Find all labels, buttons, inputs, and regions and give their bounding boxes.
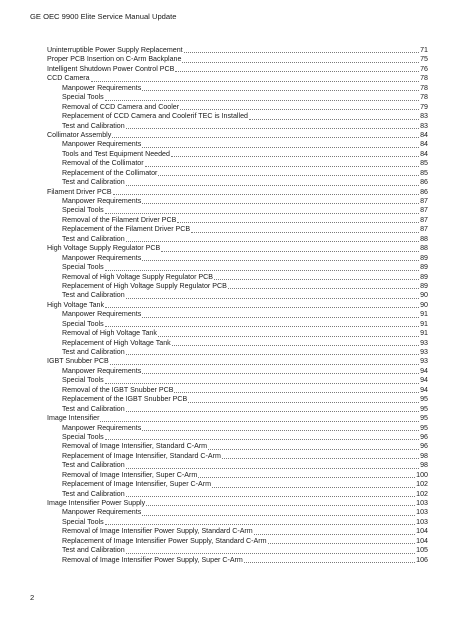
toc-subentry[interactable] [47,518,428,527]
toc-entry-page: 93 [420,348,428,356]
toc-entry-title: Collimator Assembly [47,130,112,139]
toc-subentry[interactable] [47,178,428,187]
toc-subentry[interactable] [47,452,428,461]
toc-entry-page: 84 [420,140,428,149]
toc-entry-title: Manpower Requirements [62,140,142,149]
toc-subentry[interactable] [47,480,428,489]
toc-subentry[interactable] [47,150,428,159]
toc-leader-dots [105,523,415,525]
toc-entry-page: 102 [416,489,428,498]
toc-entry-page: 91 [420,329,428,338]
toc-entry-page: 85 [420,159,428,168]
toc-entry-title: Intelligent Shutdown Power Control PCB [47,64,175,73]
toc-entry-title: Image Intensifier [47,414,100,423]
toc-subentry[interactable] [47,395,428,404]
toc-subentry[interactable] [47,490,428,499]
toc-entry-title: Removal of the IGBT Snubber PCB [62,385,174,394]
toc-entry-page: 91 [420,310,428,319]
toc-entry-page: 98 [420,451,428,460]
toc-entry-page: 89 [420,272,428,281]
toc-entry-title: Replacement of Image Intensifier, Super C-Arm [62,480,212,489]
toc-leader-dots [142,89,419,91]
toc-entry-title: Test and Calibration [62,461,125,470]
toc-leader-dots [142,429,419,431]
toc-subentry[interactable] [47,273,428,282]
toc-subentry[interactable] [47,433,428,442]
toc-entry-page: 71 [420,46,428,54]
toc-entry-page: 95 [420,414,428,423]
toc-leader-dots [142,372,419,374]
toc-subentry[interactable] [47,461,428,470]
toc-leader-dots [145,165,419,167]
toc-entry-title: Replacement of CCD Camera and Coolerif TEC is Installed [62,112,248,121]
toc-entry[interactable] [47,244,428,253]
toc-entry-page: 86 [420,178,428,187]
toc-entry-page: 85 [420,168,428,177]
toc-leader-dots [184,51,419,53]
toc-subentry[interactable] [47,84,428,93]
toc-leader-dots [126,297,419,299]
toc-leader-dots [188,401,419,403]
toc-entry-title: Special Tools [62,93,104,102]
toc-entry-title: Special Tools [62,319,104,328]
toc-entry[interactable] [47,74,428,83]
toc-entry[interactable] [47,301,428,310]
toc-entry-title: Removal of Image Intensifier, Standard C-Arm [62,442,208,451]
toc-entry-title: Special Tools [62,517,104,526]
toc-subentry[interactable] [47,263,428,272]
toc-entry[interactable] [47,65,428,74]
toc-entry-title: Manpower Requirements [62,310,142,319]
toc-entry-page: 106 [416,555,428,564]
toc-entry-title: Test and Calibration [62,404,125,413]
toc-entry-title: Test and Calibration [62,121,125,130]
toc-entry-page: 103 [416,499,428,507]
toc-leader-dots [113,193,419,195]
toc-entry-title: Manpower Requirements [62,83,142,92]
toc-leader-dots [172,344,419,346]
toc-entry-title: Removal of Image Intensifier Power Supply, Standard C-Arm [62,527,253,536]
toc-entry[interactable] [47,46,428,55]
toc-entry-title: Replacement of the Collimator [62,168,158,177]
toc-subentry[interactable] [47,122,428,131]
toc-leader-dots [100,420,419,422]
toc-subentry[interactable] [47,367,428,376]
toc-entry-title: Tools and Test Equipment Needed [62,149,170,158]
toc-entry-page: 78 [420,74,428,83]
toc-subentry[interactable] [47,310,428,319]
toc-entry[interactable] [47,55,428,64]
toc-entry-page: 90 [420,291,428,300]
toc-subentry[interactable] [47,291,428,300]
toc-entry-title: Test and Calibration [62,489,125,498]
toc-leader-dots [105,438,419,440]
toc-entry-title: Removal of High Voltage Tank [62,329,157,338]
toc-leader-dots [180,108,419,110]
toc-entry-page: 78 [420,83,428,92]
toc-entry[interactable] [47,188,428,197]
toc-entry-title: High Voltage Supply Regulator PCB [47,244,161,253]
toc-entry-page: 95 [420,404,428,413]
toc-leader-dots [126,410,419,412]
toc-entry-page: 86 [420,187,428,196]
toc-leader-dots [254,533,415,535]
toc-subentry[interactable] [47,442,428,451]
toc-entry-title: Test and Calibration [62,234,125,243]
toc-leader-dots [142,202,419,204]
toc-entry-title: Replacement of the Filament Driver PCB [62,225,191,234]
toc-entry-title: Image Intensifier Power Supply [47,499,146,507]
toc-leader-dots [126,467,419,469]
toc-leader-dots [212,486,415,488]
toc-entry-page: 102 [416,480,428,489]
toc-entry-page: 95 [420,423,428,432]
toc-subentry[interactable] [47,216,428,225]
toc-entry-page: 96 [420,442,428,451]
toc-leader-dots [105,382,419,384]
toc-leader-dots [126,552,415,554]
toc-leader-dots [191,231,419,233]
toc-subentry[interactable] [47,169,428,178]
toc-entry-title: Filament Driver PCB [47,187,112,196]
toc-subentry[interactable] [47,537,428,546]
toc-leader-dots [126,240,419,242]
toc-entry-page: 94 [420,376,428,385]
toc-entry-page: 88 [420,234,428,243]
toc-entry-title: Manpower Requirements [62,197,142,205]
toc-entry-page: 89 [420,263,428,272]
toc-entry-page: 104 [416,536,428,545]
toc-leader-dots [126,184,419,186]
toc-entry-page: 90 [420,300,428,309]
toc-entry-page: 98 [420,461,428,470]
toc-entry-title: Removal of High Voltage Supply Regulator PCB [62,272,214,281]
toc-entry-title: Removal of CCD Camera and Cooler [62,102,180,111]
toc-entry-title: Manpower Requirements [62,423,142,432]
toc-leader-dots [174,391,419,393]
toc-entry-page: 93 [420,357,428,366]
toc-subentry[interactable] [47,546,428,555]
toc-entry-page: 100 [416,470,428,479]
toc-entry-title: Removal of the Filament Driver PCB [62,215,177,224]
toc-entry-page: 88 [420,244,428,253]
toc-entry-title: Test and Calibration [62,291,125,300]
toc-leader-dots [105,306,419,308]
toc-entry-page: 93 [420,338,428,347]
toc-subentry[interactable] [47,235,428,244]
toc-subentry[interactable] [47,103,428,112]
toc-leader-dots [126,127,419,129]
toc-entry-title: Test and Calibration [62,178,125,187]
toc-leader-dots [222,457,419,459]
toc-entry-page: 94 [420,366,428,375]
toc-entry-title: Special Tools [62,263,104,272]
toc-entry-page: 84 [420,130,428,139]
toc-entry-title: Test and Calibration [62,546,125,555]
toc-leader-dots [142,514,415,516]
toc-entry-title: Removal of the Collimator [62,159,144,168]
toc-entry-page: 95 [420,395,428,404]
toc-entry-page: 89 [420,281,428,290]
toc-entry-title: Manpower Requirements [62,508,142,517]
toc-leader-dots [142,146,419,148]
toc-entry-title: Special Tools [62,206,104,215]
toc-leader-dots [112,136,419,138]
page-number: 2 [30,593,35,602]
toc-leader-dots [198,476,415,478]
toc-entry-title: Special Tools [62,376,104,385]
toc-leader-dots [268,542,416,544]
toc-entry-page: 78 [420,93,428,102]
toc-leader-dots [182,61,419,63]
toc-leader-dots [158,335,419,337]
page-header: GE OEC 9900 Elite Service Manual Update [30,12,177,21]
toc-entry-page: 84 [420,149,428,158]
toc-entry-title: Removal of Image Intensifier Power Supply, Super C-Arm [62,555,243,564]
toc-entry-page: 89 [420,253,428,262]
toc-entry-title: IGBT Snubber PCB [47,357,109,366]
toc-entry-title: Replacement of the IGBT Snubber PCB [62,395,188,404]
toc-entry-title: Replacement of High Voltage Tank [62,338,171,347]
toc-subentry[interactable] [47,405,428,414]
toc-leader-dots [161,250,419,252]
toc-leader-dots [171,155,419,157]
toc-leader-dots [105,325,419,327]
toc-leader-dots [126,495,415,497]
toc-entry-page: 87 [420,225,428,234]
toc-leader-dots [249,118,419,120]
toc-leader-dots [228,287,419,289]
toc-leader-dots [105,269,419,271]
toc-leader-dots [175,70,419,72]
toc-leader-dots [91,80,419,82]
toc-entry-title: Uninterruptible Power Supply Replacement [47,46,183,54]
toc-leader-dots [142,259,419,261]
toc-leader-dots [244,561,415,563]
toc-entry-title: Manpower Requirements [62,366,142,375]
toc-entry-page: 96 [420,432,428,441]
toc-subentry[interactable] [47,508,428,517]
toc-entry-title: Replacement of Image Intensifier, Standard C-Arm [62,451,221,460]
toc-entry-title: Special Tools [62,432,104,441]
toc-entry-page: 87 [420,215,428,224]
toc-subentry[interactable] [47,197,428,206]
toc-leader-dots [126,353,419,355]
toc-subentry[interactable] [47,527,428,536]
toc-entry-title: Manpower Requirements [62,253,142,262]
toc-subentry[interactable] [47,386,428,395]
table-of-contents [47,46,428,565]
toc-subentry[interactable] [47,339,428,348]
toc-leader-dots [105,99,419,101]
toc-entry[interactable] [47,357,428,366]
toc-leader-dots [214,278,419,280]
toc-entry-page: 75 [420,55,428,64]
toc-entry-title: Replacement of High Voltage Supply Regulator PCB [62,281,227,290]
toc-leader-dots [110,363,419,365]
toc-entry-page: 104 [416,527,428,536]
toc-entry-page: 91 [420,319,428,328]
toc-subentry[interactable] [47,348,428,357]
toc-leader-dots [146,504,415,506]
toc-entry-page: 76 [420,64,428,73]
toc-subentry[interactable] [47,140,428,149]
toc-leader-dots [177,221,419,223]
toc-leader-dots [208,448,419,450]
toc-entry-page: 94 [420,385,428,394]
toc-entry[interactable] [47,131,428,140]
toc-subentry[interactable] [47,329,428,338]
toc-entry-page: 83 [420,121,428,130]
toc-subentry[interactable] [47,254,428,263]
toc-subentry[interactable] [47,206,428,215]
toc-entry[interactable] [47,499,428,508]
toc-entry[interactable] [47,414,428,423]
toc-entry-title: High Voltage Tank [47,300,105,309]
toc-leader-dots [158,174,419,176]
toc-entry-title: Replacement of Image Intensifier Power Supply, Standard C-Arm [62,536,267,545]
toc-subentry[interactable] [47,376,428,385]
toc-entry-page: 103 [416,508,428,517]
toc-subentry[interactable] [47,225,428,234]
toc-entry-title: Removal of Image Intensifier, Super C-Arm [62,470,198,479]
toc-subentry[interactable] [47,159,428,168]
toc-entry-page: 79 [420,102,428,111]
toc-subentry[interactable] [47,424,428,433]
toc-subentry[interactable] [47,282,428,291]
toc-subentry[interactable] [47,112,428,121]
toc-entry-page: 103 [416,517,428,526]
toc-subentry[interactable] [47,471,428,480]
toc-entry-page: 87 [420,206,428,215]
toc-leader-dots [105,212,419,214]
toc-entry-page: 87 [420,197,428,205]
toc-subentry[interactable] [47,556,428,565]
toc-subentry[interactable] [47,320,428,329]
toc-subentry[interactable] [47,93,428,102]
toc-entry-title: Test and Calibration [62,348,125,356]
toc-entry-page: 83 [420,112,428,121]
toc-entry-title: CCD Camera [47,74,90,83]
toc-leader-dots [142,316,419,318]
toc-entry-title: Proper PCB Insertion on C-Arm Backplane [47,55,182,64]
toc-entry-page: 105 [416,546,428,555]
